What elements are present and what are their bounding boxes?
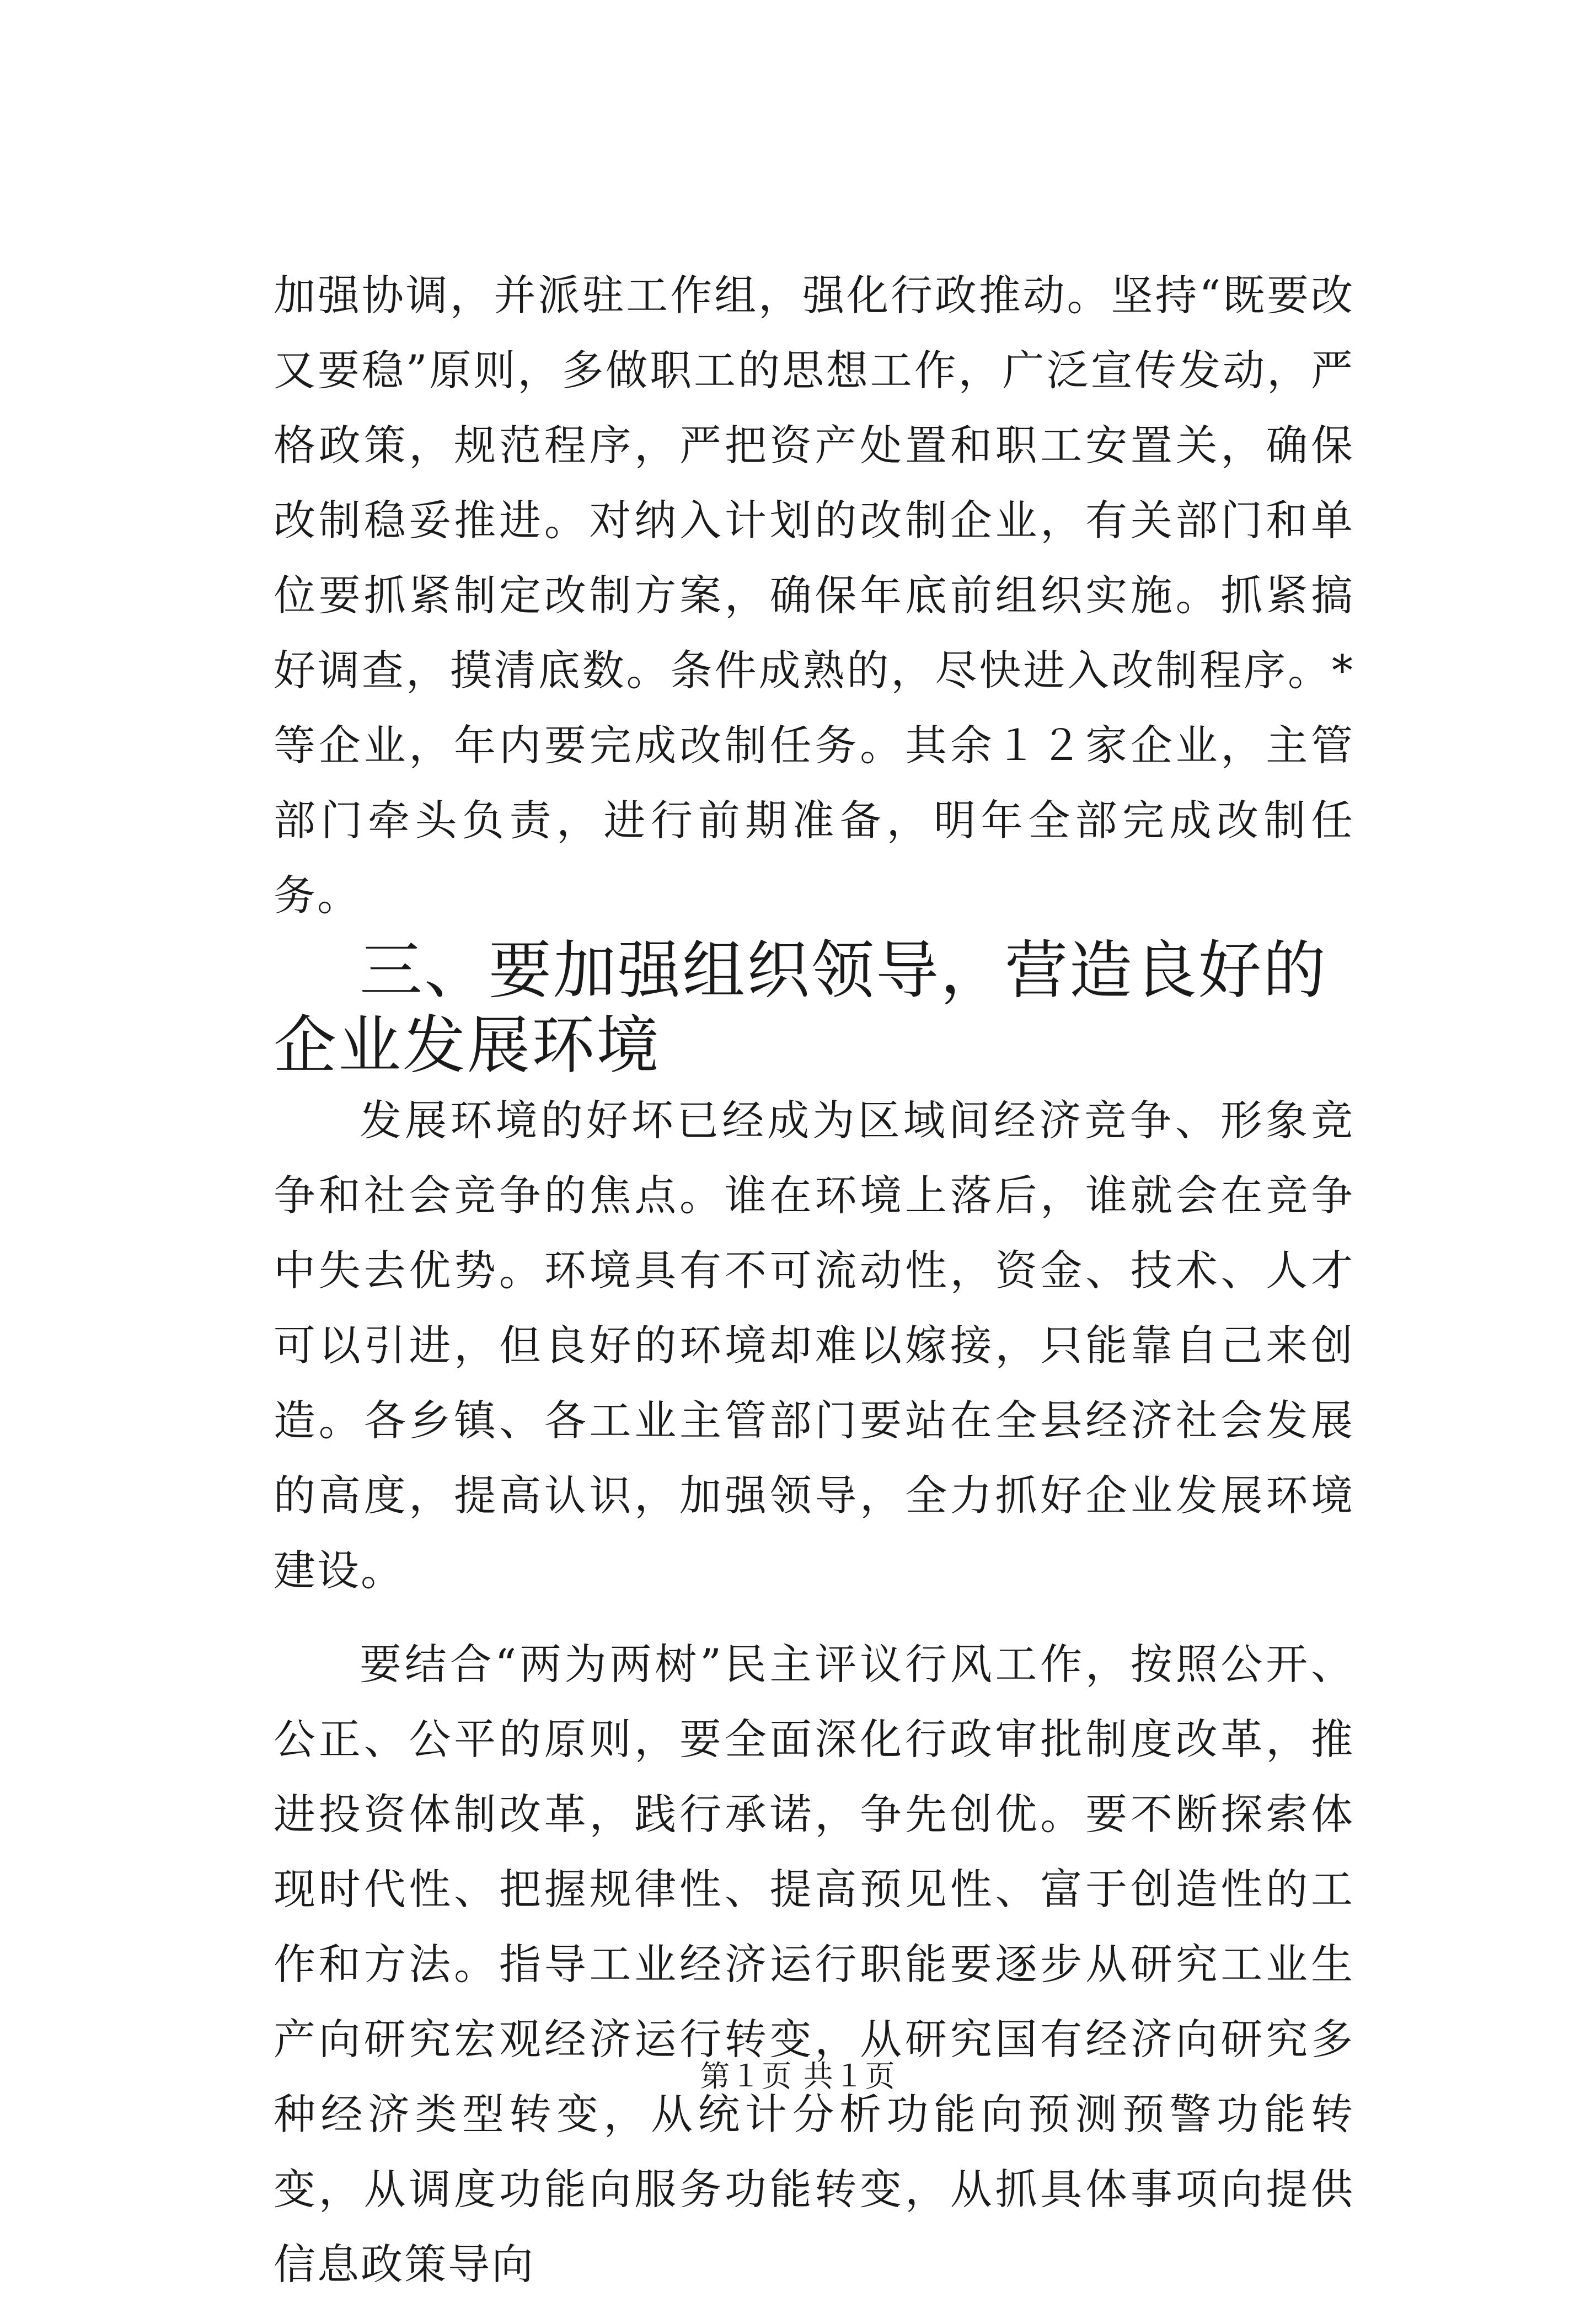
page-number-footer: 第１页 共１页 xyxy=(700,2059,896,2094)
paragraph-reform: 要结合“两为两树”民主评议行风工作，按照公开、公正、公平的原则，要全面深化行政审批制度改革，推进投资体制改革，践行承诺，争先创优。要不断探索体现时代性、把握规律性、提高预见性、富于创造性的工作和方法。指导工业经济运行职能要逐步从研究工业生产向研究宏观经济运行转变，从研究国有经济向研究多种经济类型转变，从统计分析功能向预测预警功能转变，从调度功能向服务功能转变，从抓具体事项向提供信息政策导向 xyxy=(274,1640,1354,2289)
section-heading: 三、要加强组织领导，营造良好的企业发展环境 xyxy=(274,934,1328,1082)
document-body xyxy=(274,258,1354,2302)
paragraph-continuation: 加强协调，并派驻工作组，强化行政推动。坚持“既要改又要稳”原则，多做职工的思想工作，广泛宣传发动，严格政策，规范程序，严把资产处置和职工安置关，确保改制稳妥推进。对纳入计划的改制企业，有关部门和单位要抓紧制定改制方案，确保年底前组织实施。抓紧搞好调查，摸清底数。条件成熟的，尽快进入改制程序。*等企业，年内要完成改制任务。其余１２家企业，主管部门牵头负责，进行前期准备，明年全部完成改制任务。 xyxy=(274,271,1354,920)
paragraph-environment: 发展环境的好坏已经成为区域间经济竞争、形象竞争和社会竞争的焦点。谁在环境上落后，谁就会在竞争中失去优势。环境具有不可流动性，资金、技术、人才可以引进，但良好的环境却难以嫁接，只能靠自己来创造。各乡镇、各工业主管部门要站在全县经济社会发展的高度，提高认识，加强领导，全力抓好企业发展环境建设。 xyxy=(274,1096,1354,1595)
